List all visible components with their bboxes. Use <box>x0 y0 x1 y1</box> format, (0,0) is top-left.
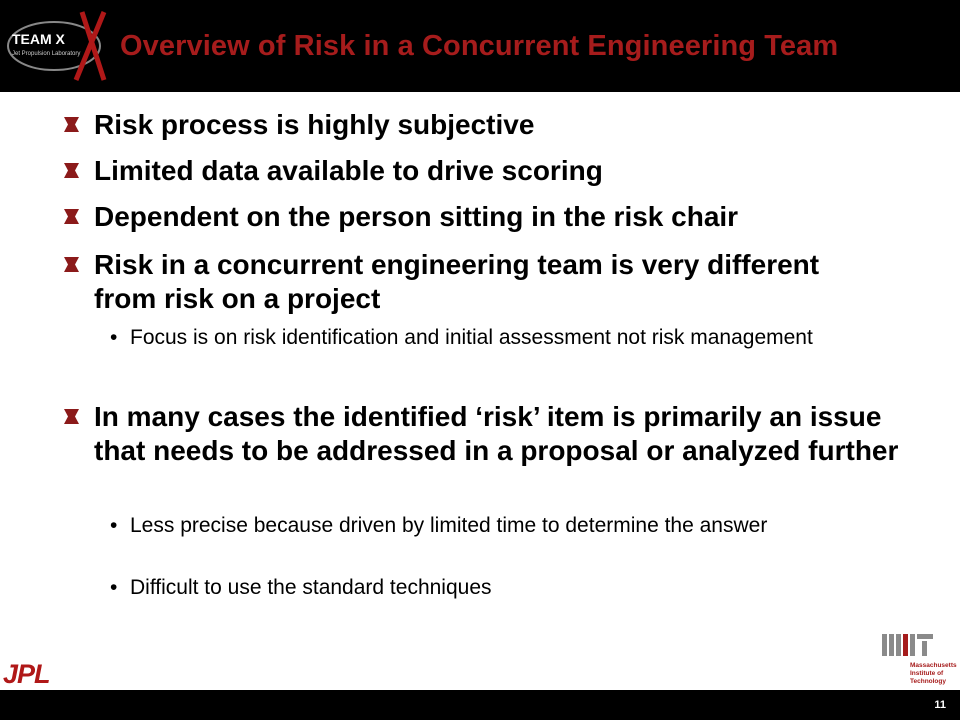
team-logo-text: TEAM X <box>12 31 65 47</box>
sub-bullet-text: Less precise because driven by limited time to determine the answer <box>130 514 768 537</box>
bullet-marker-icon <box>64 409 79 424</box>
bullet-text: Dependent on the person sitting in the risk chair <box>94 201 739 232</box>
title-bar <box>0 0 960 92</box>
sub-bullet-dot: • <box>110 514 118 537</box>
mit-line-1: Massachusetts <box>910 662 957 669</box>
bullet-4 <box>64 248 824 316</box>
bullet-marker-icon <box>64 163 79 178</box>
sub-bullet-text: Difficult to use the standard techniques <box>130 576 492 599</box>
bullet-1 <box>64 108 924 142</box>
mit-line-3: Technology <box>910 678 946 685</box>
jpl-logo-text: JPL <box>3 659 50 688</box>
bullet-text: Limited data available to drive scoring <box>94 155 603 186</box>
footer-bar <box>0 690 960 720</box>
bullet-text: Risk process is highly subjective <box>94 109 535 140</box>
slide-title: Overview of Risk in a Concurrent Engineering Team <box>120 30 839 62</box>
sub-bullet-text: Focus is on risk identification and initial assessment not risk management <box>130 326 813 349</box>
sub-bullet-dot: • <box>110 576 118 599</box>
bullet-marker-icon <box>64 209 79 224</box>
bullet-2 <box>64 154 924 188</box>
jpl-logo <box>2 658 66 688</box>
mit-logo <box>880 634 960 694</box>
mit-line-2: Institute of <box>910 670 944 677</box>
sub-bullet-5-2 <box>110 574 830 601</box>
bullet-marker-icon <box>64 117 79 132</box>
sub-bullet-4-1 <box>110 324 830 351</box>
team-logo-subtext: Jet Propulsion Laboratory <box>12 51 81 57</box>
page-number: 11 <box>934 699 946 711</box>
team-x-logo <box>4 6 108 84</box>
bullet-text: Risk in a concurrent engineering team is very different from risk on a project <box>94 249 820 314</box>
sub-bullet-dot: • <box>110 326 118 349</box>
bullet-marker-icon <box>64 257 79 272</box>
sub-bullet-5-1 <box>110 512 830 539</box>
bullet-5 <box>64 400 924 468</box>
bullet-text: In many cases the identified ‘risk’ item is primarily an issue that needs to be addressed in a proposal or analyzed further <box>94 401 899 466</box>
bullet-3 <box>64 200 924 234</box>
